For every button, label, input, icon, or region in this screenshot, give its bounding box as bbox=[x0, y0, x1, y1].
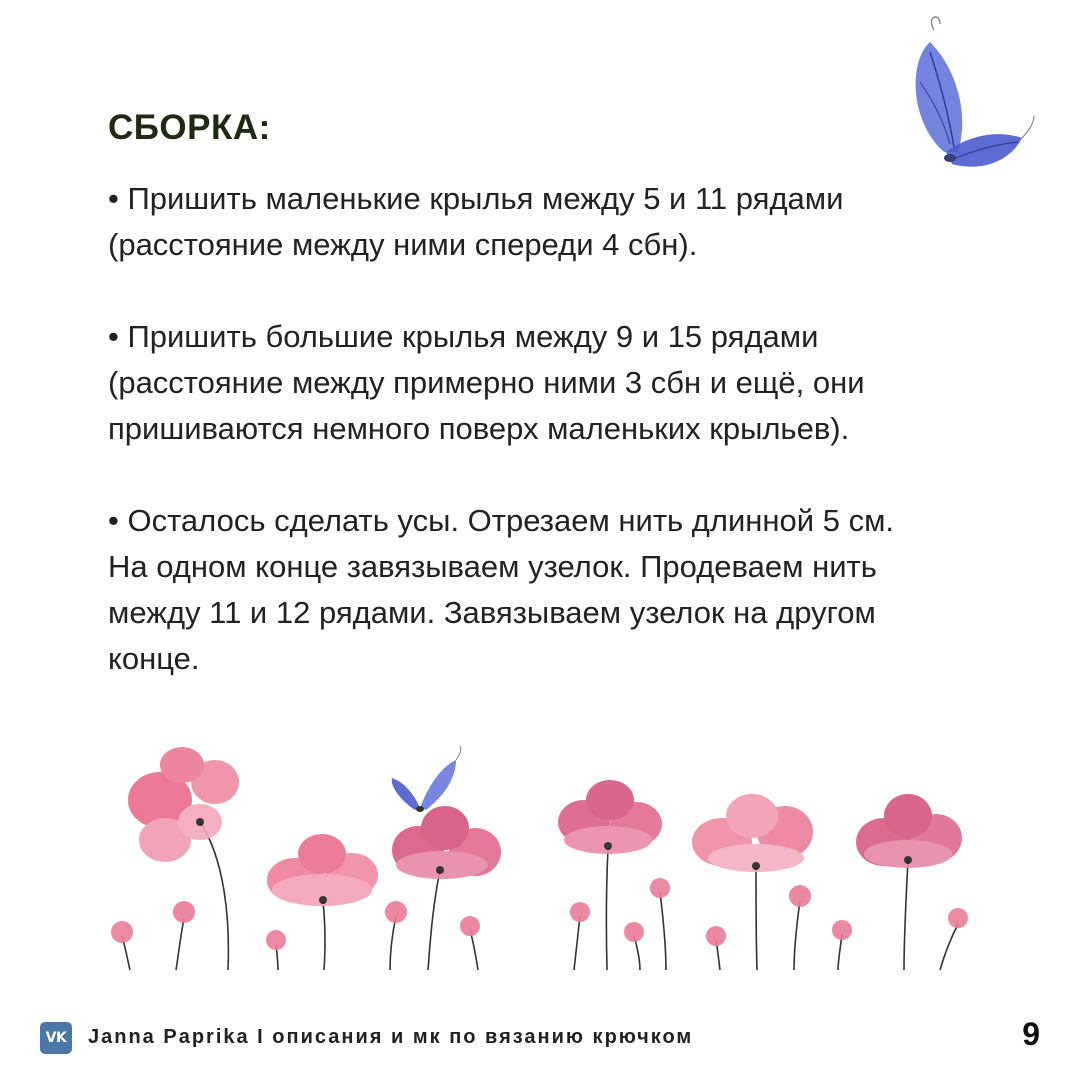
flowers-illustration bbox=[0, 730, 1080, 980]
instruction-paragraph bbox=[108, 498, 988, 682]
text-line: • Пришить большие крылья между 9 и 15 рядами bbox=[108, 319, 819, 354]
butterfly-illustration-small bbox=[392, 746, 461, 812]
vk-icon[interactable]: VK bbox=[40, 1022, 72, 1054]
footer-author: Janna Paprika I описания и мк по вязанию крючком bbox=[88, 1026, 694, 1048]
text-line: пришиваются немного поверх маленьких крыльев). bbox=[108, 411, 850, 446]
instructions bbox=[108, 176, 988, 728]
footer bbox=[40, 1016, 1040, 1056]
text-line: (расстояние между примерно ними 3 сбн и ещё, они bbox=[108, 365, 865, 400]
text-line: • Пришить маленькие крылья между 5 и 11 рядами bbox=[108, 181, 844, 216]
text-line: между 11 и 12 рядами. Завязываем узелок на другом bbox=[108, 595, 876, 630]
text-line: • Осталось сделать усы. Отрезаем нить длинной 5 см. bbox=[108, 503, 894, 538]
instruction-paragraph bbox=[108, 176, 988, 268]
text-line: конце. bbox=[108, 641, 200, 676]
text-line: На одном конце завязываем узелок. Продеваем нить bbox=[108, 549, 877, 584]
text-line: (расстояние между ними спереди 4 сбн). bbox=[108, 227, 698, 262]
instruction-paragraph bbox=[108, 314, 988, 452]
butterfly-illustration-top bbox=[900, 12, 1050, 187]
page-title: СБОРКА: bbox=[108, 108, 271, 147]
page-number: 9 bbox=[1022, 1016, 1040, 1052]
